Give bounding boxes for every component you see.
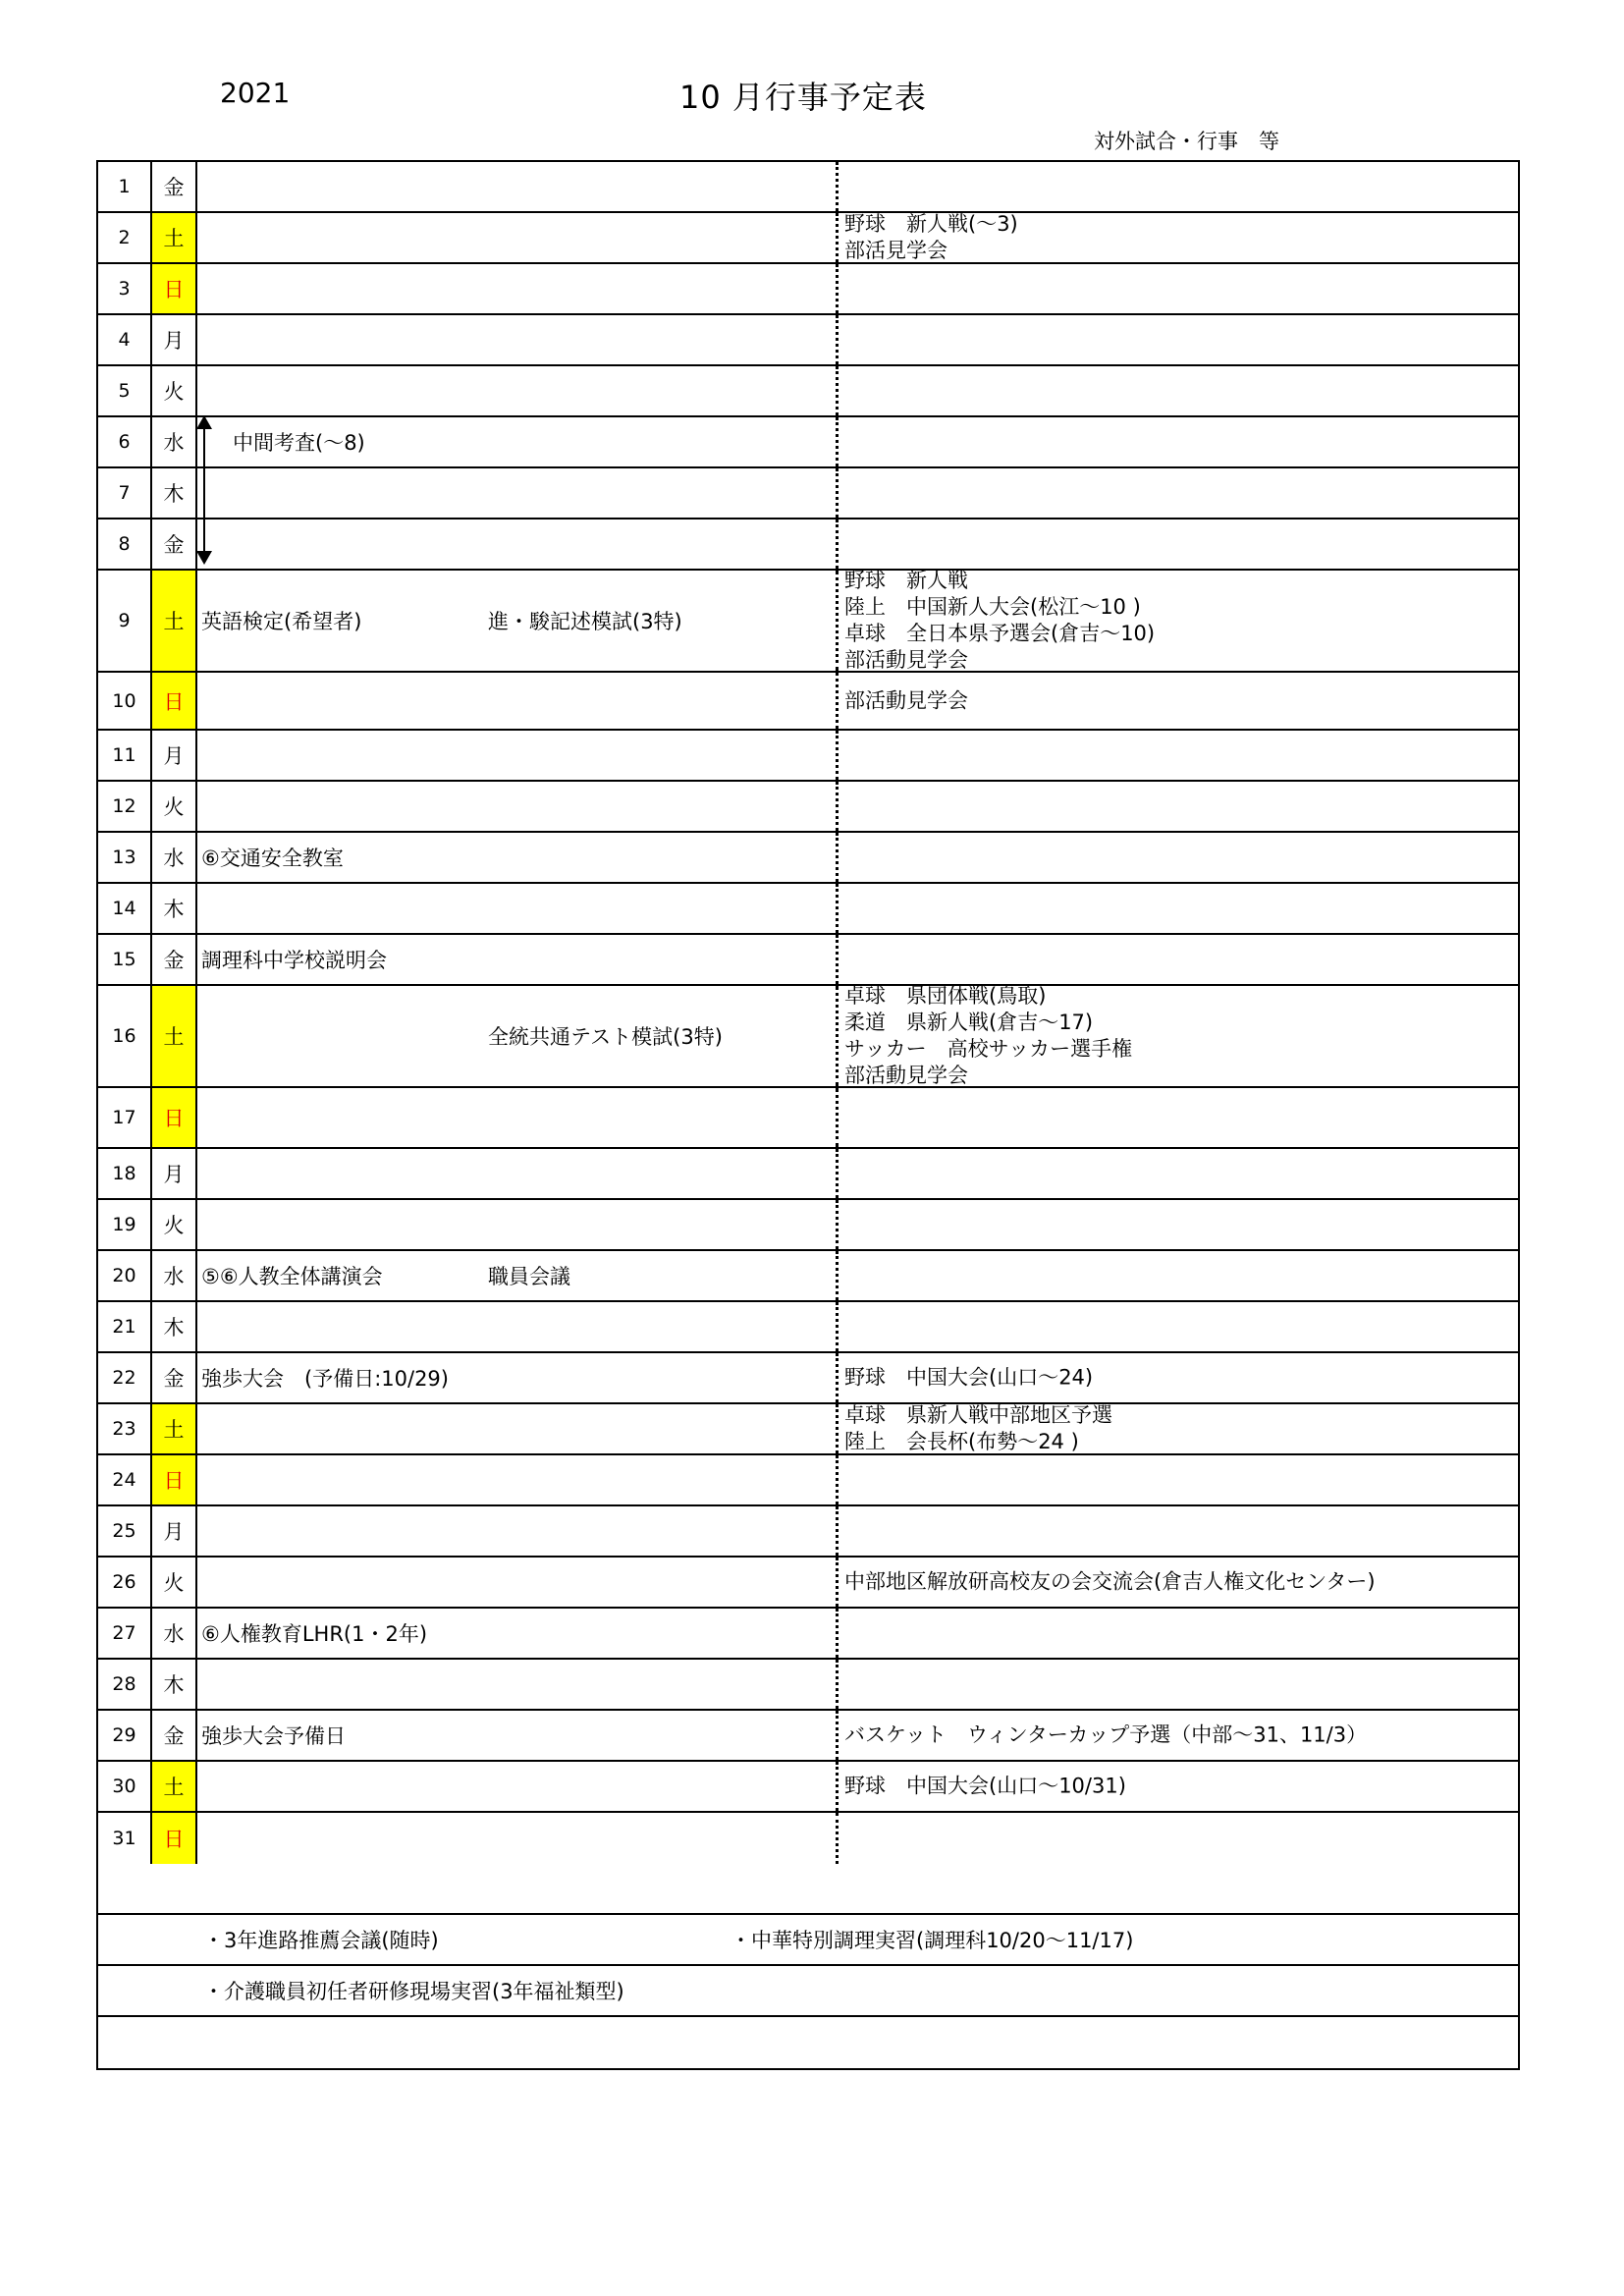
date-number: 30 bbox=[98, 1762, 152, 1811]
school-event-cell bbox=[197, 1404, 839, 1453]
day-row bbox=[98, 366, 1518, 417]
day-row bbox=[98, 1251, 1518, 1302]
school-event-cell bbox=[197, 1813, 839, 1864]
day-row bbox=[98, 417, 1518, 468]
club-event-cell bbox=[839, 833, 1518, 882]
weekday-label: 火 bbox=[152, 782, 197, 831]
school-event-cell bbox=[197, 468, 839, 518]
school-event-cell bbox=[197, 417, 839, 466]
weekday-label: 月 bbox=[152, 1506, 197, 1556]
day-row bbox=[98, 1711, 1518, 1762]
club-event-cell bbox=[839, 1455, 1518, 1504]
school-event: 職員会議 bbox=[488, 1265, 570, 1288]
club-event-cell bbox=[839, 571, 1518, 671]
school-event-cell bbox=[197, 1609, 839, 1658]
club-event: 部活動見学会 bbox=[844, 688, 968, 712]
date-number: 9 bbox=[98, 571, 152, 671]
notes-row-1 bbox=[98, 1915, 1518, 1966]
club-event-cell bbox=[839, 1088, 1518, 1147]
date-number: 3 bbox=[98, 264, 152, 313]
school-event: ⑥交通安全教室 bbox=[201, 847, 344, 870]
school-event-cell bbox=[197, 1302, 839, 1351]
day-row bbox=[98, 986, 1518, 1088]
day-row bbox=[98, 673, 1518, 731]
date-number: 1 bbox=[98, 162, 152, 211]
club-event-cell bbox=[839, 213, 1518, 262]
club-event: 野球 中国大会(山口～10/31) bbox=[844, 1774, 1126, 1798]
club-event-cell bbox=[839, 782, 1518, 831]
school-event: 英語検定(希望者) bbox=[201, 610, 362, 633]
club-event-cell bbox=[839, 366, 1518, 415]
school-event-cell bbox=[197, 1149, 839, 1198]
date-number: 15 bbox=[98, 935, 152, 984]
day-row bbox=[98, 519, 1518, 571]
date-number: 12 bbox=[98, 782, 152, 831]
day-row bbox=[98, 1149, 1518, 1200]
date-number: 10 bbox=[98, 673, 152, 729]
club-event-cell bbox=[839, 468, 1518, 518]
club-event-cell bbox=[839, 1609, 1518, 1658]
date-number: 18 bbox=[98, 1149, 152, 1198]
notes-row-2 bbox=[98, 1966, 1518, 2017]
date-number: 25 bbox=[98, 1506, 152, 1556]
club-event-cell bbox=[839, 519, 1518, 569]
school-event-cell bbox=[197, 935, 839, 984]
date-number: 29 bbox=[98, 1711, 152, 1760]
school-event-cell bbox=[197, 1762, 839, 1811]
club-event-cell bbox=[839, 731, 1518, 780]
club-event: 野球 新人戦(～3) bbox=[844, 212, 1018, 236]
school-event-cell bbox=[197, 571, 839, 671]
club-event-cell bbox=[839, 935, 1518, 984]
notes-blank-row bbox=[98, 1864, 1518, 1915]
school-event: ⑤⑥人教全体講演会 bbox=[201, 1265, 383, 1288]
weekday-label: 水 bbox=[152, 417, 197, 466]
weekday-label: 金 bbox=[152, 519, 197, 569]
school-event-cell bbox=[197, 213, 839, 262]
date-number: 13 bbox=[98, 833, 152, 882]
weekday-label: 日 bbox=[152, 1813, 197, 1864]
note-item: ・中華特別調理実習(調理科10/20～11/17) bbox=[731, 1929, 1134, 1952]
date-number: 11 bbox=[98, 731, 152, 780]
date-number: 26 bbox=[98, 1558, 152, 1607]
club-event-cell bbox=[839, 673, 1518, 729]
date-number: 6 bbox=[98, 417, 152, 466]
exam-period-arrow bbox=[203, 417, 205, 563]
day-row bbox=[98, 1660, 1518, 1711]
note-item: ・3年進路推薦会議(随時) bbox=[203, 1929, 439, 1952]
club-event: バスケット ウィンターカップ予選（中部～31、11/3） bbox=[844, 1722, 1368, 1747]
day-row bbox=[98, 935, 1518, 986]
schedule-table bbox=[96, 160, 1520, 2070]
club-event-cell bbox=[839, 1762, 1518, 1811]
weekday-label: 火 bbox=[152, 1558, 197, 1607]
club-event-cell bbox=[839, 162, 1518, 211]
weekday-label: 土 bbox=[152, 986, 197, 1086]
club-event: 陸上 中国新人大会(松江～10 ) bbox=[844, 595, 1141, 619]
day-row bbox=[98, 833, 1518, 884]
notes-blank-row bbox=[98, 2017, 1518, 2068]
date-number: 22 bbox=[98, 1353, 152, 1402]
day-row bbox=[98, 468, 1518, 519]
club-event-cell bbox=[839, 1302, 1518, 1351]
weekday-label: 土 bbox=[152, 1762, 197, 1811]
date-number: 4 bbox=[98, 315, 152, 364]
day-row bbox=[98, 1506, 1518, 1558]
day-row bbox=[98, 315, 1518, 366]
school-event-cell bbox=[197, 366, 839, 415]
club-event: 中部地区解放研高校友の会交流会(倉吉人権文化センター) bbox=[844, 1569, 1376, 1594]
club-event-cell bbox=[839, 986, 1518, 1086]
club-event: 野球 新人戦 bbox=[844, 569, 968, 592]
weekday-label: 金 bbox=[152, 1353, 197, 1402]
day-row bbox=[98, 1762, 1518, 1813]
school-event-cell bbox=[197, 162, 839, 211]
date-number: 21 bbox=[98, 1302, 152, 1351]
club-event-cell bbox=[839, 315, 1518, 364]
club-event: 野球 中国大会(山口～24) bbox=[844, 1365, 1094, 1390]
club-event-cell bbox=[839, 1558, 1518, 1607]
day-row bbox=[98, 731, 1518, 782]
weekday-label: 土 bbox=[152, 213, 197, 262]
school-event-cell bbox=[197, 884, 839, 933]
school-event: 強歩大会予備日 bbox=[201, 1724, 346, 1748]
day-row bbox=[98, 213, 1518, 264]
weekday-label: 日 bbox=[152, 1088, 197, 1147]
school-event-cell bbox=[197, 1088, 839, 1147]
weekday-label: 木 bbox=[152, 884, 197, 933]
school-event: 調理科中学校説明会 bbox=[201, 949, 387, 972]
school-event-cell bbox=[197, 782, 839, 831]
weekday-label: 月 bbox=[152, 315, 197, 364]
school-event-cell bbox=[197, 1251, 839, 1300]
day-row bbox=[98, 1609, 1518, 1660]
club-event-cell bbox=[839, 1200, 1518, 1249]
weekday-label: 月 bbox=[152, 731, 197, 780]
club-event: サッカー 高校サッカー選手権 bbox=[844, 1037, 1133, 1061]
day-row bbox=[98, 1200, 1518, 1251]
school-event-cell bbox=[197, 1660, 839, 1709]
note-item: ・介護職員初任者研修現場実習(3年福祉類型) bbox=[203, 1980, 624, 2003]
day-row bbox=[98, 1353, 1518, 1404]
school-event: 進・駿記述模試(3特) bbox=[488, 610, 682, 633]
club-event-cell bbox=[839, 1813, 1518, 1864]
date-number: 31 bbox=[98, 1813, 152, 1864]
school-event-cell bbox=[197, 673, 839, 729]
day-row bbox=[98, 782, 1518, 833]
school-event-cell bbox=[197, 519, 839, 569]
school-event-cell bbox=[197, 731, 839, 780]
date-number: 17 bbox=[98, 1088, 152, 1147]
school-event-cell bbox=[197, 1558, 839, 1607]
date-number: 20 bbox=[98, 1251, 152, 1300]
date-number: 27 bbox=[98, 1609, 152, 1658]
weekday-label: 火 bbox=[152, 366, 197, 415]
weekday-label: 月 bbox=[152, 1149, 197, 1198]
school-event: 強歩大会 (予備日:10/29) bbox=[201, 1367, 449, 1391]
school-event-cell bbox=[197, 1455, 839, 1504]
day-row bbox=[98, 571, 1518, 673]
date-number: 19 bbox=[98, 1200, 152, 1249]
school-event-cell bbox=[197, 1711, 839, 1760]
weekday-label: 土 bbox=[152, 1404, 197, 1453]
club-event: 卓球 全日本県予選会(倉吉～10) bbox=[844, 622, 1156, 645]
date-number: 2 bbox=[98, 213, 152, 262]
club-event: 陸上 会長杯(布勢～24 ) bbox=[844, 1430, 1079, 1453]
club-event: 部活動見学会 bbox=[844, 1064, 968, 1087]
date-number: 28 bbox=[98, 1660, 152, 1709]
weekday-label: 水 bbox=[152, 1251, 197, 1300]
day-row bbox=[98, 1302, 1518, 1353]
club-event-cell bbox=[839, 1506, 1518, 1556]
club-event-cell bbox=[839, 417, 1518, 466]
weekday-label: 水 bbox=[152, 1609, 197, 1658]
weekday-label: 日 bbox=[152, 264, 197, 313]
date-number: 24 bbox=[98, 1455, 152, 1504]
day-row bbox=[98, 1088, 1518, 1149]
day-row bbox=[98, 1813, 1518, 1864]
weekday-label: 金 bbox=[152, 1711, 197, 1760]
club-event: 卓球 県新人戦中部地区予選 bbox=[844, 1403, 1112, 1427]
page-title: 10 月行事予定表 bbox=[679, 79, 927, 116]
weekday-label: 木 bbox=[152, 1302, 197, 1351]
weekday-label: 木 bbox=[152, 468, 197, 518]
day-row bbox=[98, 1558, 1518, 1609]
club-event: 卓球 県団体戦(鳥取) bbox=[844, 984, 1047, 1008]
club-event: 柔道 県新人戦(倉吉～17) bbox=[844, 1011, 1094, 1034]
weekday-label: 木 bbox=[152, 1660, 197, 1709]
school-event-cell bbox=[197, 315, 839, 364]
date-number: 7 bbox=[98, 468, 152, 518]
school-event-cell bbox=[197, 1506, 839, 1556]
club-event-cell bbox=[839, 1353, 1518, 1402]
club-event-cell bbox=[839, 1404, 1518, 1453]
column-subtitle: 対外試合・行事 等 bbox=[1094, 130, 1279, 153]
club-event-cell bbox=[839, 1660, 1518, 1709]
school-event: 中間考査(～8) bbox=[233, 431, 365, 455]
club-event-cell bbox=[839, 264, 1518, 313]
date-number: 23 bbox=[98, 1404, 152, 1453]
year-label: 2021 bbox=[220, 77, 291, 109]
club-event-cell bbox=[839, 1149, 1518, 1198]
club-event: 部活動見学会 bbox=[844, 648, 968, 672]
date-number: 14 bbox=[98, 884, 152, 933]
weekday-label: 日 bbox=[152, 1455, 197, 1504]
day-row bbox=[98, 1455, 1518, 1506]
weekday-label: 金 bbox=[152, 935, 197, 984]
weekday-label: 土 bbox=[152, 571, 197, 671]
club-event-cell bbox=[839, 884, 1518, 933]
weekday-label: 火 bbox=[152, 1200, 197, 1249]
school-event: ⑥人権教育LHR(1・2年) bbox=[201, 1622, 428, 1646]
day-row bbox=[98, 264, 1518, 315]
date-number: 5 bbox=[98, 366, 152, 415]
day-row bbox=[98, 884, 1518, 935]
school-event-cell bbox=[197, 264, 839, 313]
day-row bbox=[98, 162, 1518, 213]
date-number: 16 bbox=[98, 986, 152, 1086]
weekday-label: 水 bbox=[152, 833, 197, 882]
club-event: 部活見学会 bbox=[844, 239, 947, 262]
school-event-cell bbox=[197, 986, 839, 1086]
school-event-cell bbox=[197, 1353, 839, 1402]
school-event-cell bbox=[197, 1200, 839, 1249]
club-event-cell bbox=[839, 1251, 1518, 1300]
weekday-label: 日 bbox=[152, 673, 197, 729]
weekday-label: 金 bbox=[152, 162, 197, 211]
school-event-cell bbox=[197, 833, 839, 882]
club-event-cell bbox=[839, 1711, 1518, 1760]
school-event: 全統共通テスト模試(3特) bbox=[488, 1025, 723, 1049]
day-row bbox=[98, 1404, 1518, 1455]
date-number: 8 bbox=[98, 519, 152, 569]
